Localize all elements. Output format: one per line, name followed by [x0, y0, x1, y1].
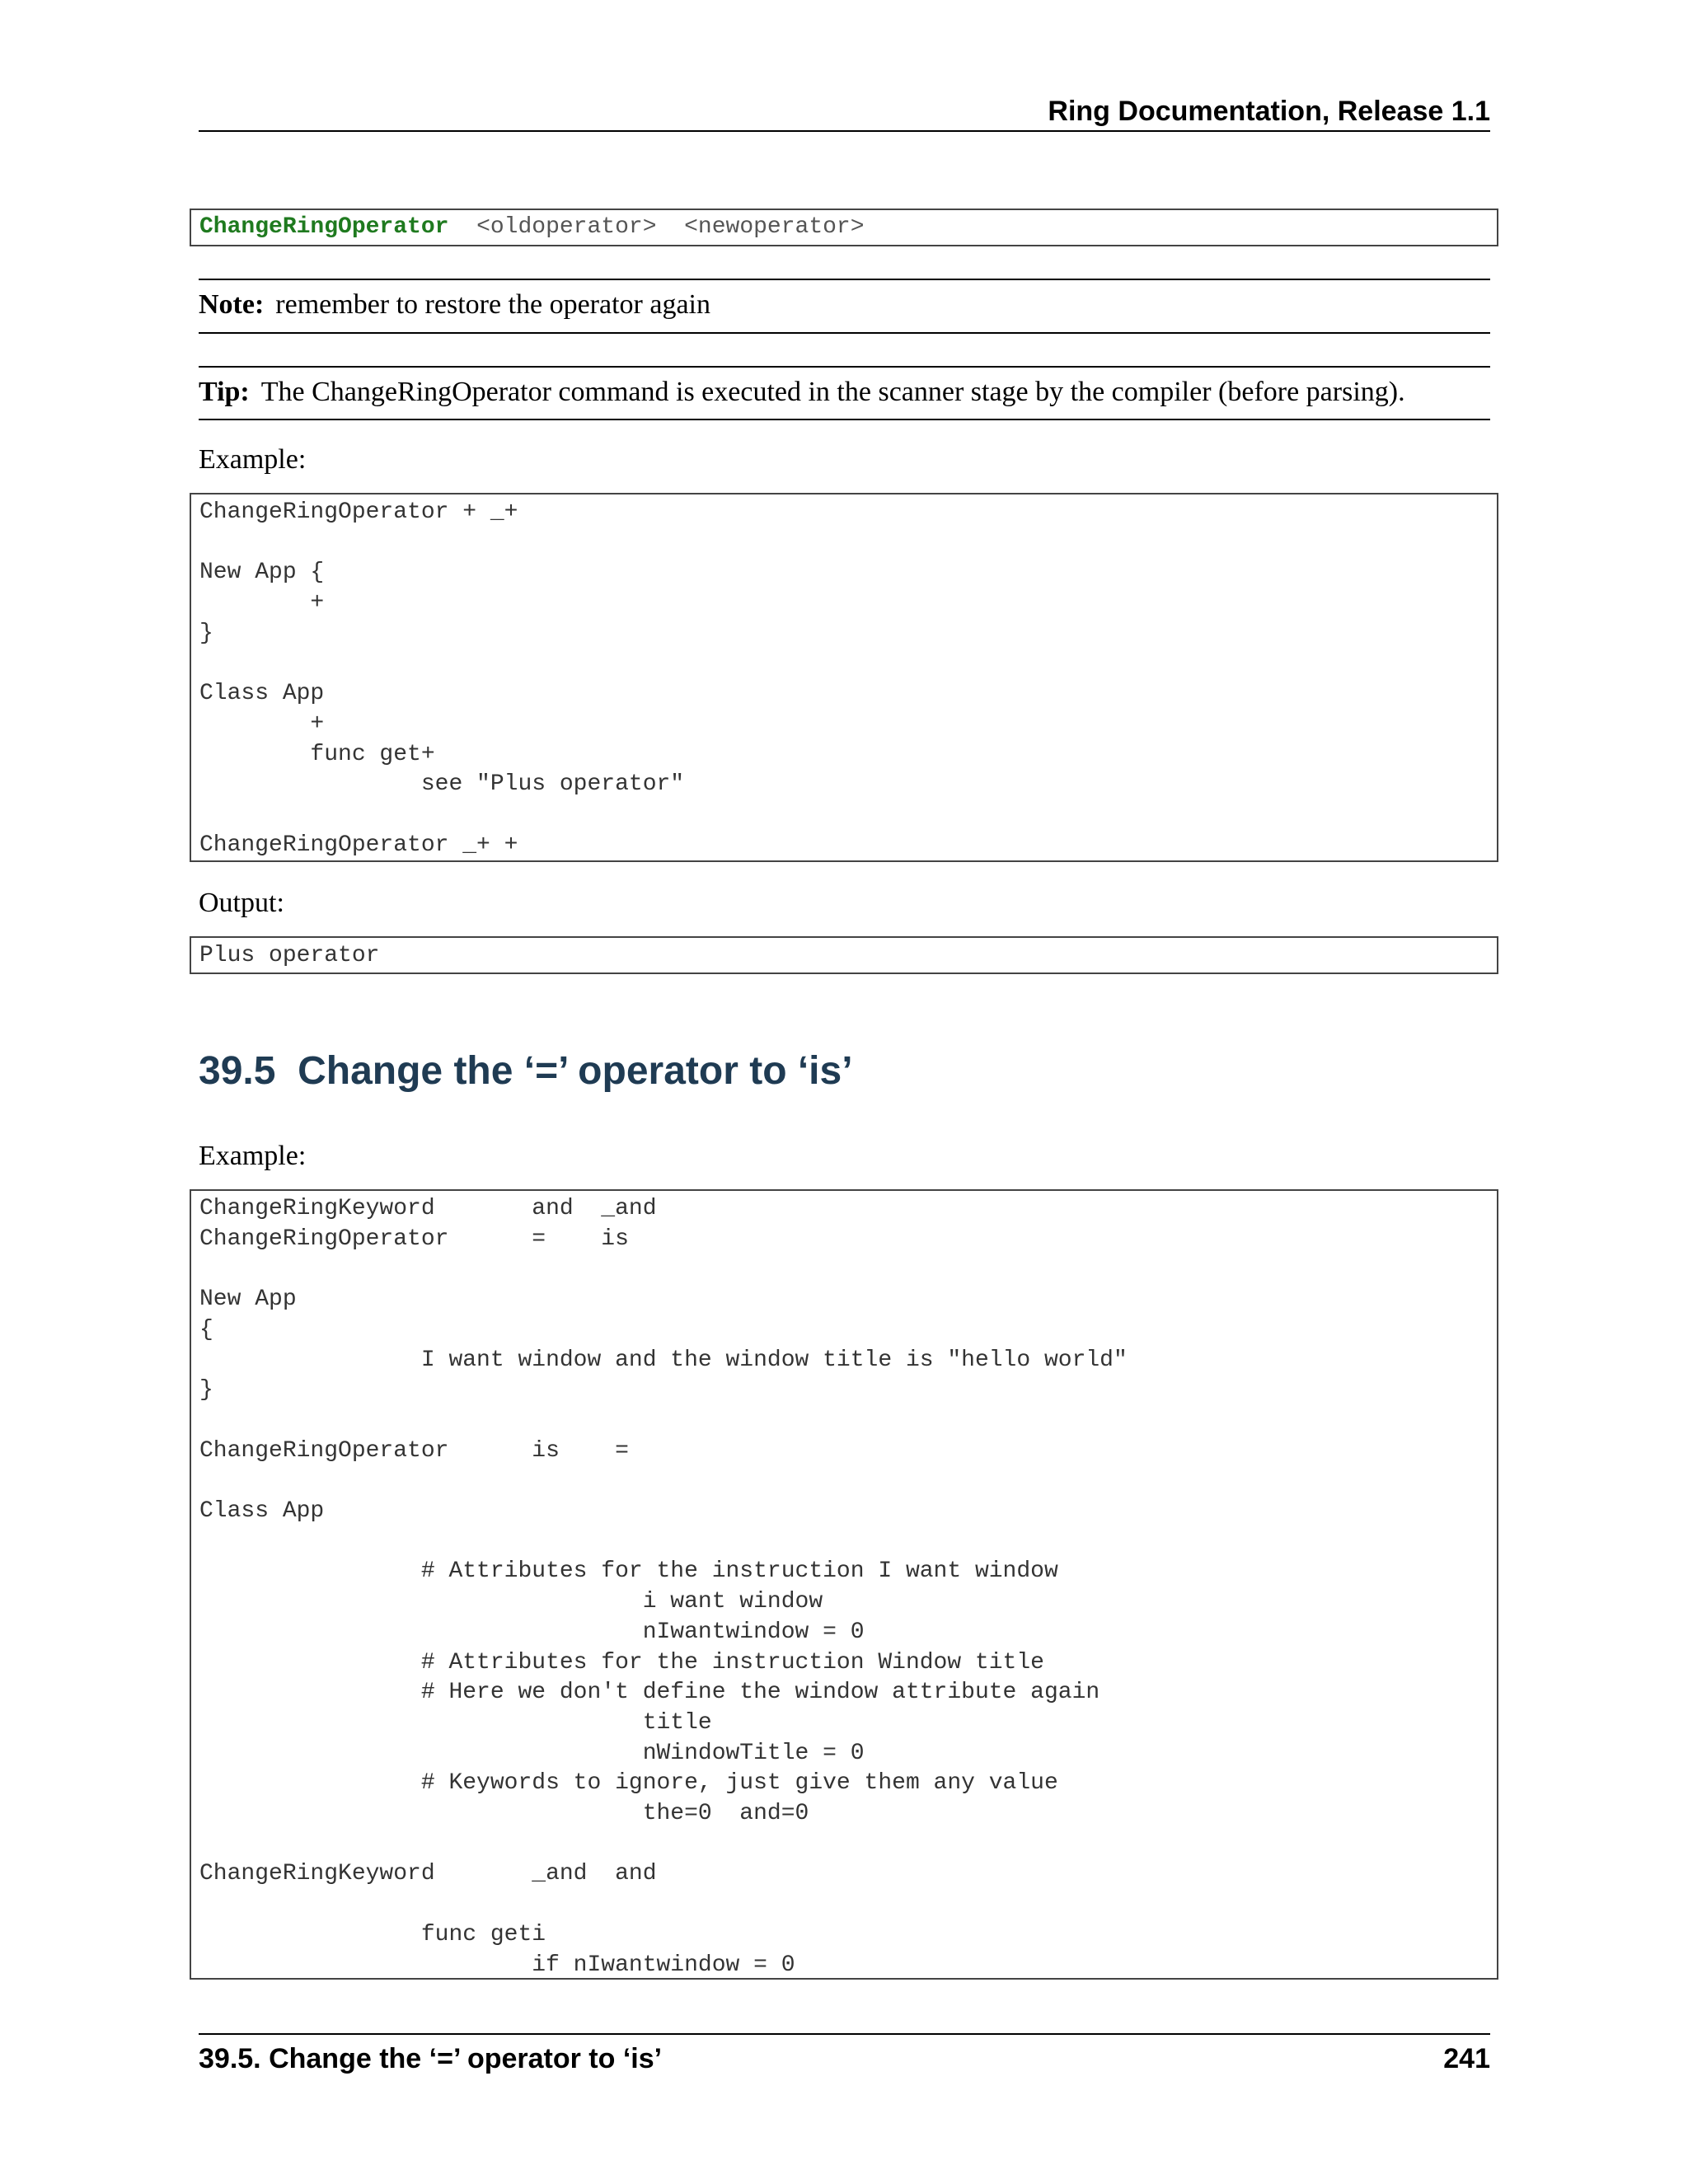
tip-label: Tip: — [199, 377, 250, 407]
example-label-2: Example: — [199, 1141, 307, 1171]
signature-args: <oldoperator> <newoperator> — [476, 214, 865, 240]
signature-box — [190, 209, 1498, 246]
running-header — [199, 92, 1490, 132]
note-box — [199, 279, 1490, 334]
signature-name: ChangeRingOperator — [199, 214, 449, 240]
code-block-example-1: ChangeRingOperator + _+ New App { + } Class App + func get+ see "Plus operator" ChangeRingOperator _+ + — [190, 493, 1498, 862]
section-heading: 39.5 Change the ‘=’ operator to ‘is’ — [199, 1049, 853, 1093]
footer-section: 39.5. Change the ‘=’ operator to ‘is’ — [199, 2043, 663, 2074]
code-block-example-2: ChangeRingKeyword and _and ChangeRingOperator = is New App { I want window and the window title is "hello world" } ChangeRingOperator is = Class App # Attributes for the instruction I want window i want window nIwantwindow = 0 # Attributes for the instruction Window title # Here we don't define the window attribute again title nWindowTitle = 0 # Keywords to ignore, just give them any value the=0 and=0 ChangeRingKeyword _and and func geti if nIwantwindow = 0 — [190, 1189, 1498, 1980]
code-block-output: Plus operator — [190, 936, 1498, 974]
note-label: Note: — [199, 289, 265, 320]
tip-text: The ChangeRingOperator command is executed in the scanner stage by the compiler (before parsing). — [260, 377, 1405, 407]
example-label: Example: — [199, 444, 307, 475]
output-label: Output: — [199, 888, 284, 918]
note-text: remember to restore the operator again — [275, 289, 710, 320]
tip-box — [199, 366, 1490, 420]
page-number: 241 — [1443, 2043, 1490, 2074]
running-footer — [199, 2033, 1490, 2083]
header-title: Ring Documentation, Release 1.1 — [1048, 96, 1490, 127]
